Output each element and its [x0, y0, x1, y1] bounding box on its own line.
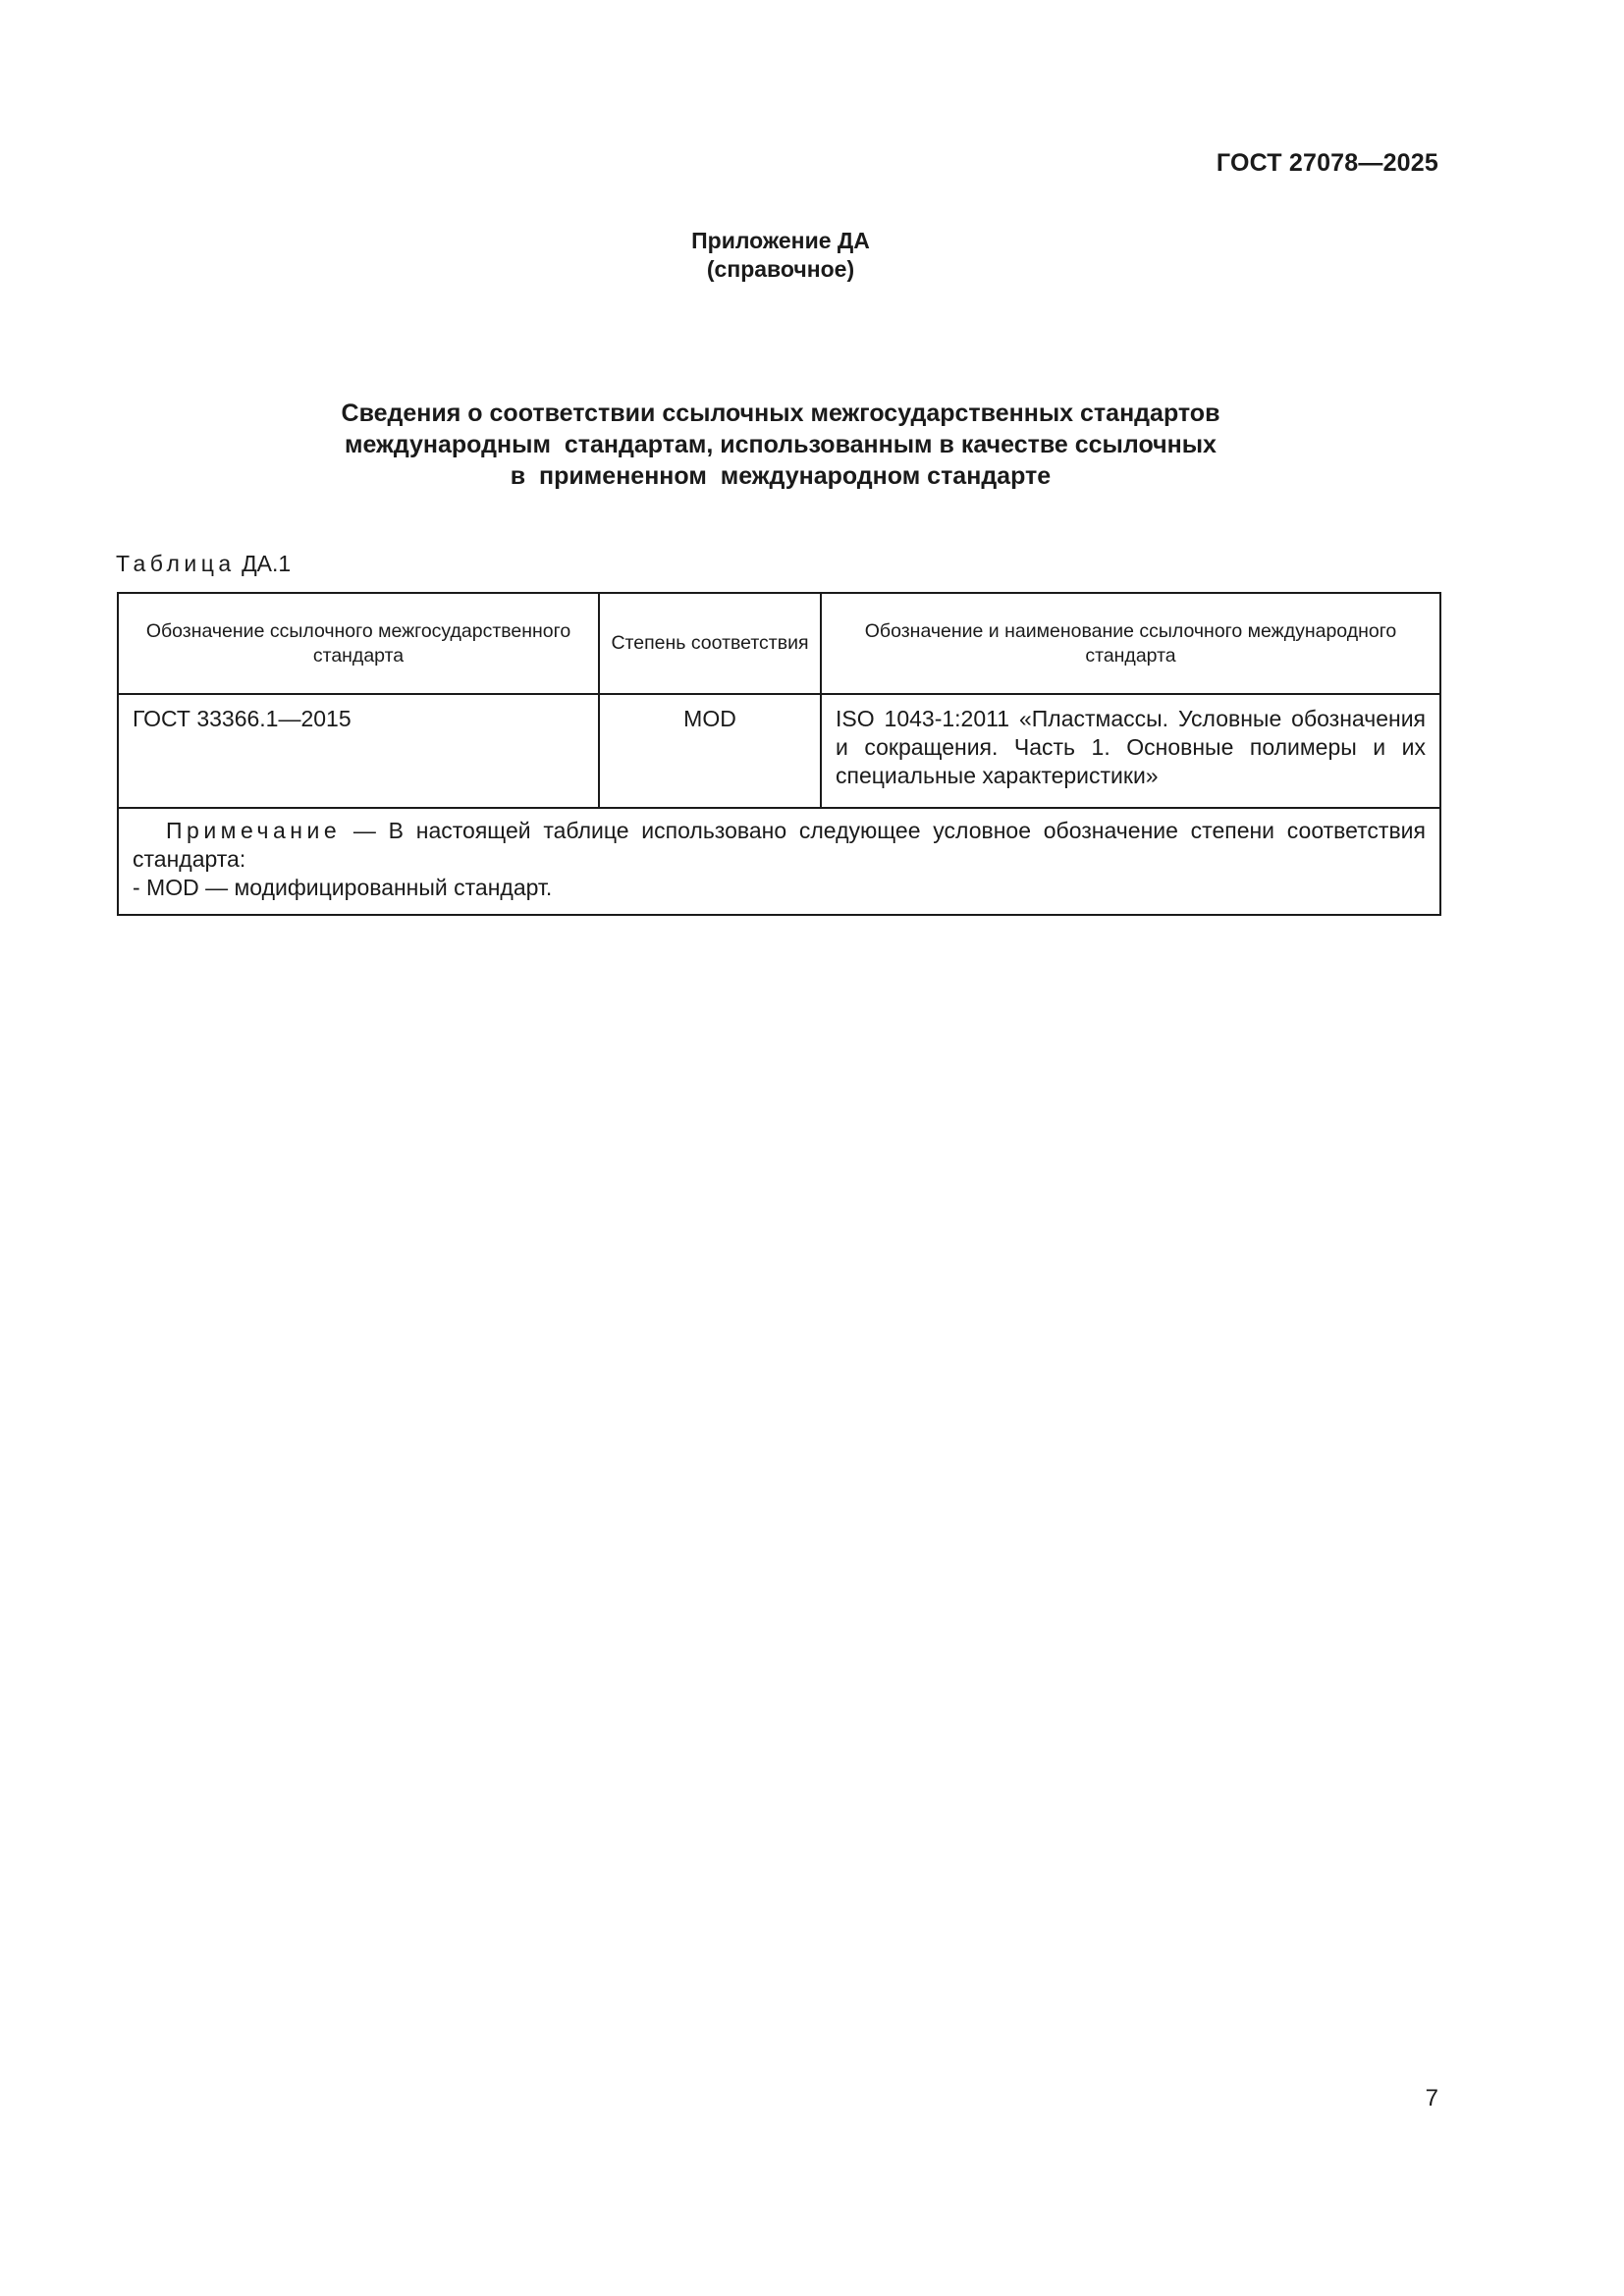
table-header-row [118, 593, 1440, 694]
note-item: - MOD — модифицированный стандарт. [133, 875, 553, 900]
section-title-line: международным стандартам, использованным в качестве ссылочных [345, 431, 1217, 458]
note-body: — В настоящей таблице использовано следующее условное обозначение степени соответствия стандарта: [133, 818, 1426, 872]
document-code: ГОСТ 27078—2025 [1216, 149, 1438, 177]
table-caption-word: Таблица [116, 551, 236, 576]
cell-international: ISO 1043-1:2011 «Пластмассы. Условные обозначения и сокращения. Часть 1. Основные полимеры и их специальные характеристики» [821, 694, 1440, 808]
table-caption-number: ДА.1 [242, 551, 292, 576]
header-designation: Обозначение ссылочного межгосударственного стандарта [118, 593, 599, 694]
appendix-heading [0, 227, 1561, 284]
section-title [0, 398, 1561, 492]
appendix-title: Приложение ДА [691, 228, 870, 253]
header-degree: Степень соответствия [599, 593, 821, 694]
standards-table [117, 592, 1441, 916]
header-international: Обозначение и наименование ссылочного международного стандарта [821, 593, 1440, 694]
cell-designation: ГОСТ 33366.1—2015 [118, 694, 599, 808]
table-note [118, 808, 1440, 915]
note-label: Примечание [166, 818, 342, 843]
section-title-line: Сведения о соответствии ссылочных межгосударственных стандартов [341, 400, 1220, 427]
table-note-row [118, 808, 1440, 915]
table-row [118, 694, 1440, 808]
page-number: 7 [1425, 2085, 1438, 2111]
appendix-type: (справочное) [706, 256, 855, 282]
section-title-line: в примененном международном стандарте [510, 462, 1052, 490]
table-caption [116, 551, 291, 577]
cell-degree: MOD [599, 694, 821, 808]
note-text [133, 818, 1426, 872]
